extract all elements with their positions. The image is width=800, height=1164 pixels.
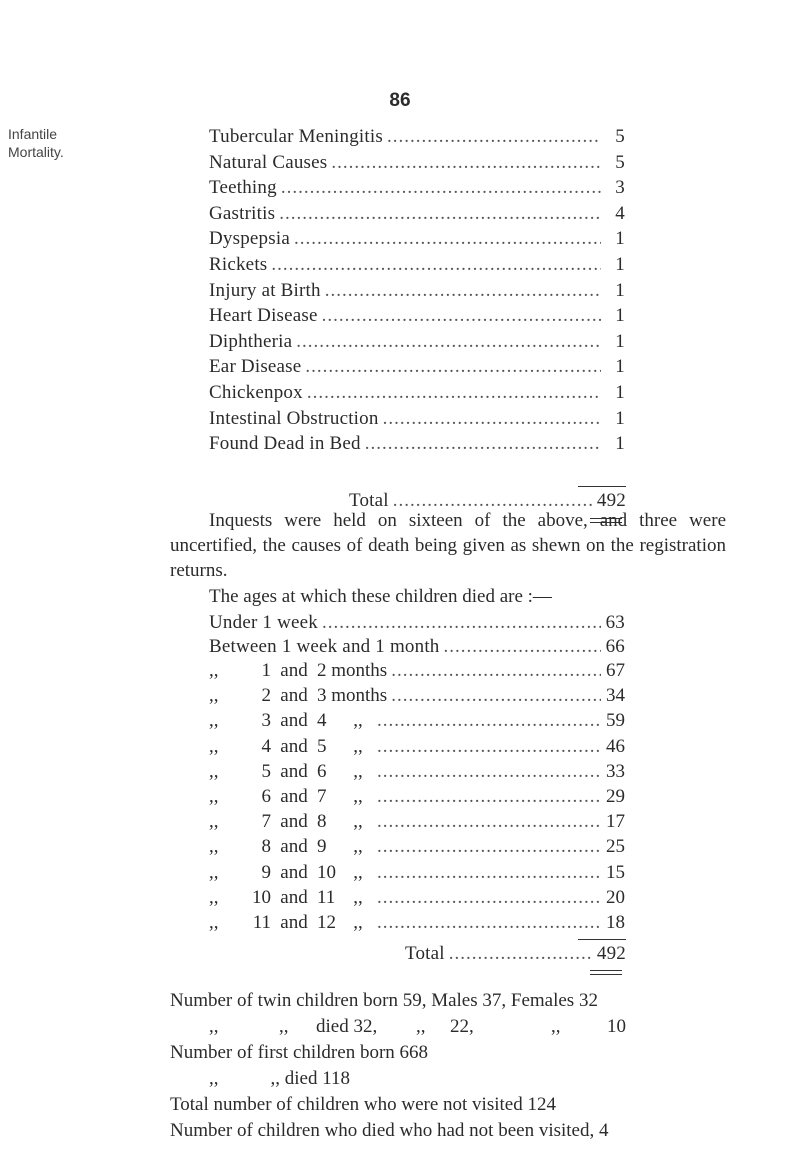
age-from: 7 (261, 811, 271, 833)
cause-value: 4 (615, 202, 625, 224)
twins-line-1: Number of twin children born 59, Males 37, Females 32 (170, 990, 598, 1011)
age-from: 9 (261, 861, 271, 883)
ditto-mark: ,, (209, 861, 219, 883)
age-row (209, 912, 625, 938)
twins-died-males: 22, (450, 1016, 474, 1037)
age-from: 1 (261, 660, 271, 681)
age-and: and (280, 861, 308, 883)
cause-label: Rickets (209, 254, 268, 275)
age-row (209, 887, 625, 913)
ages-between-row (209, 636, 625, 662)
dot-leader (377, 736, 601, 758)
age-and: and (280, 710, 308, 732)
cause-row (209, 254, 625, 280)
dot-leader (307, 382, 601, 404)
cause-label: Tubercular Meningitis (209, 126, 383, 147)
cause-value: 5 (615, 151, 625, 173)
causes-total-rule (578, 486, 626, 487)
ages-between-label: Between 1 week and 1 month (209, 636, 440, 657)
age-value: 17 (606, 811, 625, 833)
cause-label: Heart Disease (209, 305, 318, 327)
dot-leader (387, 126, 601, 148)
cause-label: Natural Causes (209, 151, 328, 173)
ditto-mark: ,, (353, 710, 363, 732)
ditto-mark: ,, (209, 811, 219, 833)
age-row (209, 761, 625, 787)
cause-label: Found Dead in Bed (209, 433, 361, 455)
ditto-mark: ,, (353, 786, 363, 807)
cause-value: 1 (615, 254, 625, 275)
ditto-mark: ,, (353, 836, 363, 858)
age-to: 9 (317, 836, 327, 858)
cause-value: 1 (615, 279, 625, 301)
inquest-paragraph: Inquests were held on sixteen of the above, and three were uncertified, the causes of death being given as shewn on the registration returns. (170, 510, 726, 581)
dot-leader (281, 177, 601, 199)
age-value: 25 (606, 836, 625, 858)
ditto-mark: ,, (209, 660, 219, 681)
cause-label: Ear Disease (209, 356, 302, 378)
age-value: 67 (606, 660, 625, 681)
dot-leader (377, 862, 601, 884)
dot-leader (377, 912, 601, 934)
ditto-mark: ,, (353, 886, 363, 908)
age-from: 6 (261, 786, 271, 807)
ditto-mark: ,, (551, 1016, 561, 1037)
ditto-mark: ,, (209, 735, 219, 757)
cause-value: 1 (615, 433, 625, 455)
age-to: 11 (317, 886, 336, 908)
cause-row (209, 280, 625, 306)
dot-leader (377, 887, 601, 909)
dot-leader (391, 685, 601, 707)
ages-total-value: 492 (596, 943, 626, 964)
dot-leader (325, 280, 601, 302)
ages-total-label: Total (405, 943, 445, 964)
age-and: and (280, 786, 308, 807)
dot-leader (377, 761, 601, 783)
dot-leader (271, 254, 601, 276)
age-to: 5 (317, 735, 327, 757)
cause-row (209, 433, 625, 459)
ditto-mark: ,, (209, 912, 219, 933)
dot-leader (322, 305, 601, 327)
dot-leader (377, 786, 601, 808)
age-row (209, 786, 625, 812)
cause-value: 3 (615, 177, 625, 199)
ditto-mark: ,, (353, 760, 363, 782)
age-from: 4 (261, 735, 271, 757)
age-row (209, 660, 625, 686)
margin-note-line-1: Infantile (8, 126, 58, 142)
cause-row (209, 356, 625, 382)
age-from: 10 (252, 886, 271, 908)
age-value: 46 (606, 735, 625, 757)
cause-row (209, 305, 625, 331)
ditto-mark: ,, (353, 735, 363, 757)
ditto-mark: ,, (209, 1068, 219, 1089)
cause-row (209, 408, 625, 434)
age-value: 33 (606, 760, 625, 782)
ditto-mark: ,, (209, 786, 219, 807)
age-to: 7 (317, 786, 327, 807)
cause-label: Teething (209, 177, 277, 199)
age-and: and (280, 735, 308, 757)
ditto-mark: ,, (209, 710, 219, 732)
ditto-mark: ,, (279, 1016, 289, 1037)
age-to: 8 (317, 811, 327, 833)
cause-label: Intestinal Obstruction (209, 407, 379, 429)
age-from: 5 (261, 760, 271, 782)
ditto-mark: ,, (209, 886, 219, 908)
died-not-visited-line: Number of children who died who had not been visited, 4 (170, 1120, 609, 1141)
age-and: and (280, 836, 308, 858)
ditto-mark: ,, (209, 685, 219, 707)
dot-leader (449, 943, 593, 965)
dot-leader (331, 152, 601, 174)
twins-died: died 32, (316, 1016, 378, 1037)
page-number: 86 (389, 90, 411, 111)
age-to: 2 months (317, 660, 388, 681)
cause-value: 5 (615, 126, 625, 147)
ages-total-rule (578, 939, 626, 940)
ditto-mark: ,, (209, 836, 219, 858)
dot-leader (279, 203, 601, 225)
causes-total-value: 492 (596, 490, 626, 511)
dot-leader (391, 660, 601, 682)
age-and: and (280, 811, 308, 833)
first-children-line-1-visible: Number of first children born 668 (170, 1042, 429, 1063)
ditto-mark: ,, (353, 912, 363, 933)
dot-leader (377, 836, 601, 858)
cause-value: 1 (615, 382, 625, 403)
dot-leader (322, 612, 601, 634)
dot-leader (383, 408, 601, 430)
cause-value: 1 (615, 305, 625, 327)
ditto-mark: ,, (209, 760, 219, 782)
age-value: 59 (606, 710, 625, 732)
age-and: and (280, 886, 308, 908)
margin-note (8, 125, 64, 161)
cause-label: Chickenpox (209, 382, 303, 403)
ages-total-double-rule (590, 970, 622, 975)
cause-value: 1 (615, 228, 625, 250)
age-to: 4 (317, 710, 327, 732)
cause-value: 1 (615, 356, 625, 378)
dot-leader (444, 636, 601, 658)
ages-between-value: 66 (605, 636, 625, 657)
twins-died-females: 10 (607, 1016, 626, 1037)
age-row (209, 862, 625, 888)
cause-row (209, 228, 625, 254)
cause-label: Dyspepsia (209, 228, 290, 250)
first-children-died: ,, died 118 (270, 1068, 351, 1089)
ages-total-row (405, 943, 626, 969)
age-to: 10 (317, 861, 336, 883)
dot-leader (377, 811, 601, 833)
age-value: 18 (606, 912, 625, 933)
cause-row (209, 382, 625, 408)
ages-under-value: 63 (605, 612, 625, 633)
age-and: and (280, 912, 308, 933)
age-to: 12 (317, 912, 336, 933)
ditto-mark: ,, (353, 811, 363, 833)
ditto-mark: ,, (353, 861, 363, 883)
cause-label: Injury at Birth (209, 279, 321, 301)
cause-row (209, 331, 625, 357)
age-value: 29 (606, 786, 625, 807)
cause-label: Diphtheria (209, 330, 293, 352)
ditto-mark: ,, (209, 1016, 219, 1037)
age-to: 6 (317, 760, 327, 782)
ditto-mark: ,, (416, 1016, 426, 1037)
dot-leader (294, 228, 601, 250)
age-and: and (280, 685, 308, 707)
age-and: and (280, 760, 308, 782)
age-and: and (280, 660, 308, 681)
age-from: 3 (261, 710, 271, 732)
ages-under-row (209, 612, 625, 638)
age-value: 34 (606, 685, 625, 707)
age-row (209, 836, 625, 862)
age-from: 11 (252, 912, 271, 933)
cause-row (209, 177, 625, 203)
dot-leader (377, 710, 601, 732)
dot-leader (296, 331, 601, 353)
age-value: 15 (606, 861, 625, 883)
age-row (209, 811, 625, 837)
age-row (209, 685, 625, 711)
age-row (209, 736, 625, 762)
age-from: 2 (261, 685, 271, 707)
dot-leader (305, 356, 601, 378)
age-row (209, 710, 625, 736)
first-children-line-2 (209, 1068, 350, 1090)
cause-value: 1 (615, 407, 625, 429)
age-value: 20 (606, 886, 625, 908)
age-to: 3 months (317, 685, 388, 707)
cause-row (209, 203, 625, 229)
dot-leader (365, 433, 601, 455)
not-visited-line: Total number of children who were not visited 124 (170, 1094, 556, 1115)
cause-row (209, 152, 625, 178)
age-from: 8 (261, 836, 271, 858)
cause-label: Gastritis (209, 202, 276, 224)
ages-under-label: Under 1 week (209, 612, 318, 633)
cause-value: 1 (615, 330, 625, 352)
cause-row (209, 126, 625, 152)
causes-total-label: Total (349, 490, 389, 511)
margin-note-line-2: Mortality. (8, 144, 64, 160)
ages-intro: The ages at which these children died are :— (209, 586, 552, 607)
